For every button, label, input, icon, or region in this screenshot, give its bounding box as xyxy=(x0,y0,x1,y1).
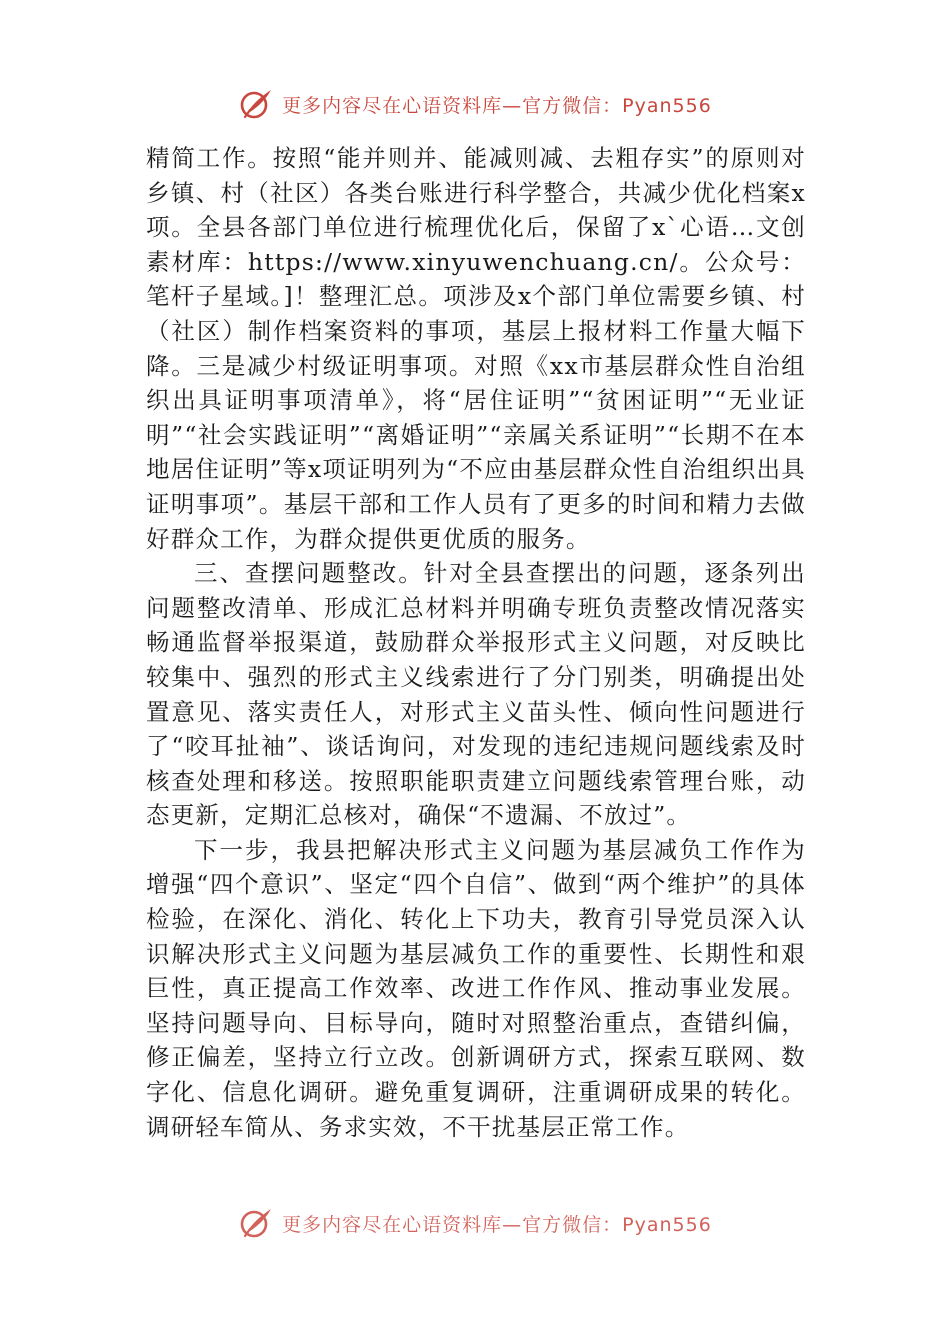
header-watermark xyxy=(0,86,950,122)
paragraph-1: 精简工作。按照“能并则并、能减则减、去粗存实”的原则对乡镇、村（社区）各类台账进行科学整合，共减少优化档案x项。全县各部门单位进行梳理优化后，保留了x`心语…文创素材库：https://www.xinyuwenchuang.cn/。公众号：笔杆子星域。]！整理汇总。项涉及x个部门单位需要乡镇、村（社区）制作档案资料的事项，基层上报材料工作量大幅下降。三是减少村级证明事项。对照《xx市基层群众性自治组织出具证明事项清单》，将“居住证明”“贫困证明”“无业证明”“社会实践证明”“离婚证明”“亲属关系证明”“长期不在本地居住证明”等x项证明列为“不应由基层群众性自治组织出具证明事项”。基层干部和工作人员有了更多的时间和精力去做好群众工作，为群众提供更优质的服务。 xyxy=(146,144,806,553)
footer-watermark xyxy=(0,1205,950,1241)
header-watermark-text: 更多内容尽在心语资料库—官方微信：Pyan556 xyxy=(282,94,712,117)
footer-watermark-text: 更多内容尽在心语资料库—官方微信：Pyan556 xyxy=(282,1213,712,1236)
paragraph-3: 下一步，我县把解决形式主义问题为基层减负工作作为增强“四个意识”、坚定“四个自信”、做到“两个维护”的具体检验，在深化、消化、转化上下功夫，教育引导党员深入认识解决形式主义问题为基层减负工作的重要性、长期性和艰巨性，真正提高工作效率、改进工作作风、推动事业发展。坚持问题导向、目标导向，随时对照整治重点，查错纠偏，修正偏差，坚持立行立改。创新调研方式，探索互联网、数字化、信息化调研。避免重复调研，注重调研成果的转化。调研轻车简从、务求实效，不干扰基层正常工作。 xyxy=(146,835,806,1141)
paragraph-2: 三、查摆问题整改。针对全县查摆出的问题，逐条列出问题整改清单、形成汇总材料并明确专班负责整改情况落实畅通监督举报渠道，鼓励群众举报形式主义问题，对反映比较集中、强烈的形式主义线索进行了分门别类，明确提出处置意见、落实责任人，对形式主义苗头性、倾向性问题进行了“咬耳扯袖”、谈话询问，对发现的违纪违规问题线索及时核查处理和移送。按照职能职责建立问题线索管理台账，动态更新，定期汇总核对，确保“不遗漏、不放过”。 xyxy=(146,559,806,830)
quill-logo-icon xyxy=(238,1205,274,1241)
document-body xyxy=(146,141,806,1144)
quill-logo-icon xyxy=(238,86,274,122)
